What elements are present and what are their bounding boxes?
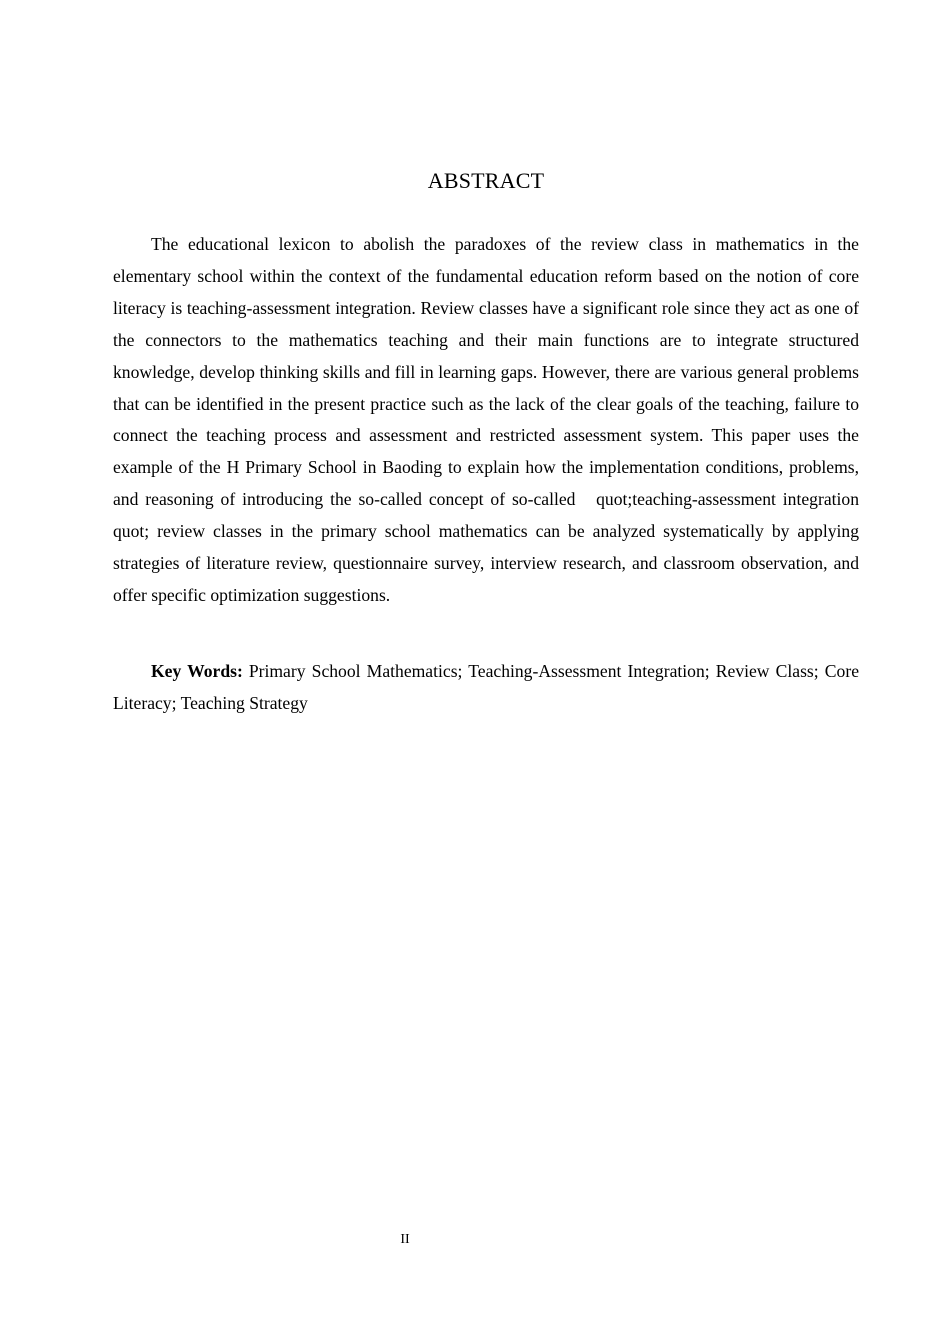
keywords-text: Primary School Mathematics; Teaching-Assessment Integration; Review Class; Core Literacy; Teaching Strategy [113,661,860,713]
abstract-body: The educational lexicon to abolish the paradoxes of the review class in mathematics in the elementary school within the context of the fundamental education reform based on the notion of core literacy is teaching-assessment integration. Review classes have a significant role since they act as one of the connectors to the mathematics teaching and their main functions are to integrate structured knowledge, develop thinking skills and fill in learning gaps. However, there are various general problems that can be identified in the present practice such as the lack of the clear goals of the teaching, failure to connect the teaching process and assessment and restricted assessment system. This paper uses the example of the H Primary School in Baoding to explain how the implementation conditions, problems, and reasoning of introducing the so-called concept of so-called quot;teaching-assessment integration quot; review classes in the primary school mathematics can be analyzed systematically by applying strategies of literature review, questionnaire survey, interview research, and classroom observation, and offer specific optimization suggestions. [113,234,859,605]
keywords-label: Key Words: [151,661,243,681]
keywords-paragraph [113,656,859,720]
page-number: II [400,1232,410,1247]
abstract-title: ABSTRACT [427,168,545,193]
